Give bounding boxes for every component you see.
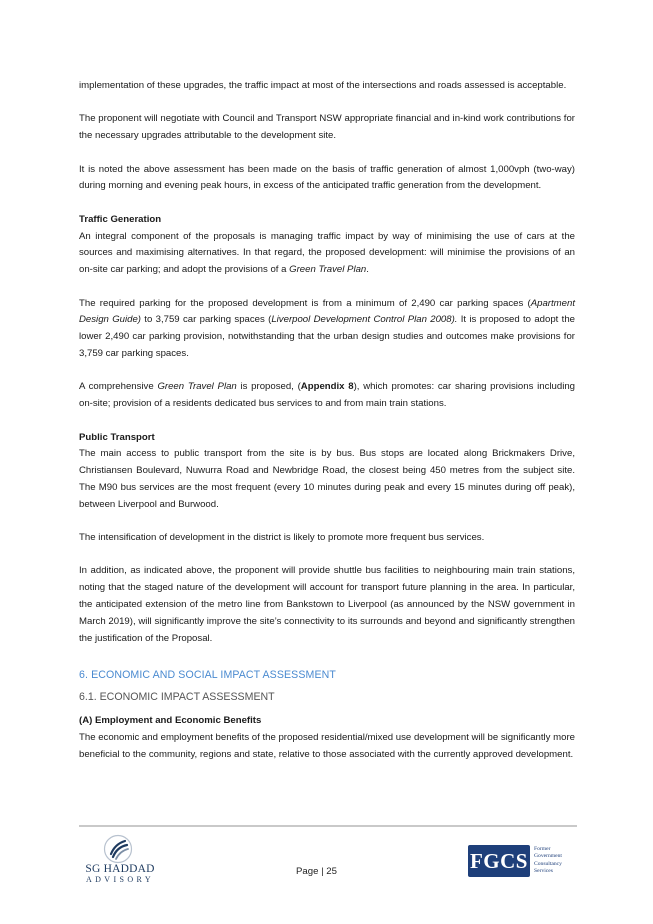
text-run-italic: Liverpool Development Control Plan 2008). (271, 314, 458, 326)
sg-haddad-logo (80, 834, 160, 886)
text-run-italic: Apartment Design Guide) (79, 297, 575, 326)
sg-haddad-name: SG HADDAD (85, 863, 155, 875)
sg-haddad-emblem-icon (103, 834, 133, 864)
fgcs-line: Consultancy (534, 860, 562, 867)
text-run: is proposed, ( (236, 381, 301, 393)
text-run: A comprehensive (79, 381, 158, 393)
text-run: . (366, 264, 369, 276)
heading-traffic-generation: Traffic Generation (79, 213, 162, 225)
heading-public-transport: Public Transport (79, 431, 155, 443)
paragraph-shuttle-metro: In addition, as indicated above, the proponent will provide shuttle bus facilities to neighbouring main train stations, noting that the staged nature of the development will account for transport future planning in the area. In particular, the anticipated extension of the metro line from Bankstown to Liverpool (as announced by the NSW government in March 2019), will significantly improve the site’s connectivity to its surrounds and beyond and significantly strengthen the justification of the Proposal. (79, 565, 575, 644)
paragraph-parking (79, 296, 575, 363)
text-run: It is proposed to adopt the lower 2,490 car parking provision, notwithstanding that the urban design studies and outcomes make provisions for 3,759 car parking spaces. (79, 314, 575, 359)
text-run: An integral component of the proposals is managing traffic impact by way of minimising the use of cars at the sources and maximising alternatives. In that regard, the proposed development: will minimise the provisions of an on-site car parking; and adopt the provisions of a (79, 230, 575, 276)
text-run-italic: Green Travel Plan (289, 264, 367, 276)
text-run: ), which promotes: car sharing provisions including on-site; provision of a residents dedicated bus services to and from main train stations. (79, 381, 575, 410)
page-content (79, 78, 575, 764)
paragraph-assessment-basis: It is noted the above assessment has been made on the basis of traffic generation of almost 1,000vph (two-way) during morning and evening peak hours, in excess of the anticipated traffic generation from the development. (79, 163, 575, 192)
paragraph-bus-access: The main access to public transport from the site is by bus. Bus stops are located along Brickmakers Drive, Christiansen Boulevard, Nuwurra Road and Newbridge Road, the closest being 450 metres from the subject site. The M90 bus services are the most frequent (every 10 minutes during peak and every 15 minutes during off peak), between Liverpool and Burwood. (79, 448, 575, 510)
paragraph-contributions: The proponent will negotiate with Council and Transport NSW appropriate financial and in-kind work contributions for the necessary upgrades attributable to the development site. (79, 113, 575, 142)
paragraph-traffic-impact: implementation of these upgrades, the traffic impact at most of the intersections and roads assessed is acceptable. (79, 80, 567, 91)
text-run-bold: Appendix 8 (300, 381, 354, 393)
fgcs-line: Services (534, 868, 553, 875)
subsection-heading: 6.1. ECONOMIC IMPACT ASSESSMENT (79, 691, 275, 704)
text-run: The required parking for the proposed development is from a minimum of 2,490 car parking spaces ( (79, 297, 531, 309)
sg-haddad-subtitle: ADVISORY (85, 875, 155, 884)
text-run: to 3,759 car parking spaces ( (140, 314, 272, 326)
fgcs-full-name (534, 846, 562, 876)
fgcs-line: Former (534, 846, 551, 852)
text-run-italic: Green Travel Plan (157, 381, 237, 393)
section-heading: 6. ECONOMIC AND SOCIAL IMPACT ASSESSMENT (79, 669, 336, 682)
fgcs-line: Government (534, 853, 562, 860)
fgcs-wordmark: FGCS (468, 845, 530, 877)
paragraph-traffic-generation (79, 229, 575, 279)
paragraph-economic-benefits: The economic and employment benefits of the proposed residential/mixed use development will be significantly more beneficial to the community, regions and state, relative to those associated with the currently approved development. (79, 732, 575, 761)
footer-divider (79, 825, 577, 827)
fgcs-logo (468, 845, 578, 877)
page-number: Page | 25 (296, 866, 337, 877)
subsubsection-heading: (A) Employment and Economic Benefits (79, 715, 262, 727)
paragraph-green-travel-plan (79, 379, 575, 413)
paragraph-bus-frequency: The intensification of development in the district is likely to promote more frequent bus services. (79, 532, 485, 544)
